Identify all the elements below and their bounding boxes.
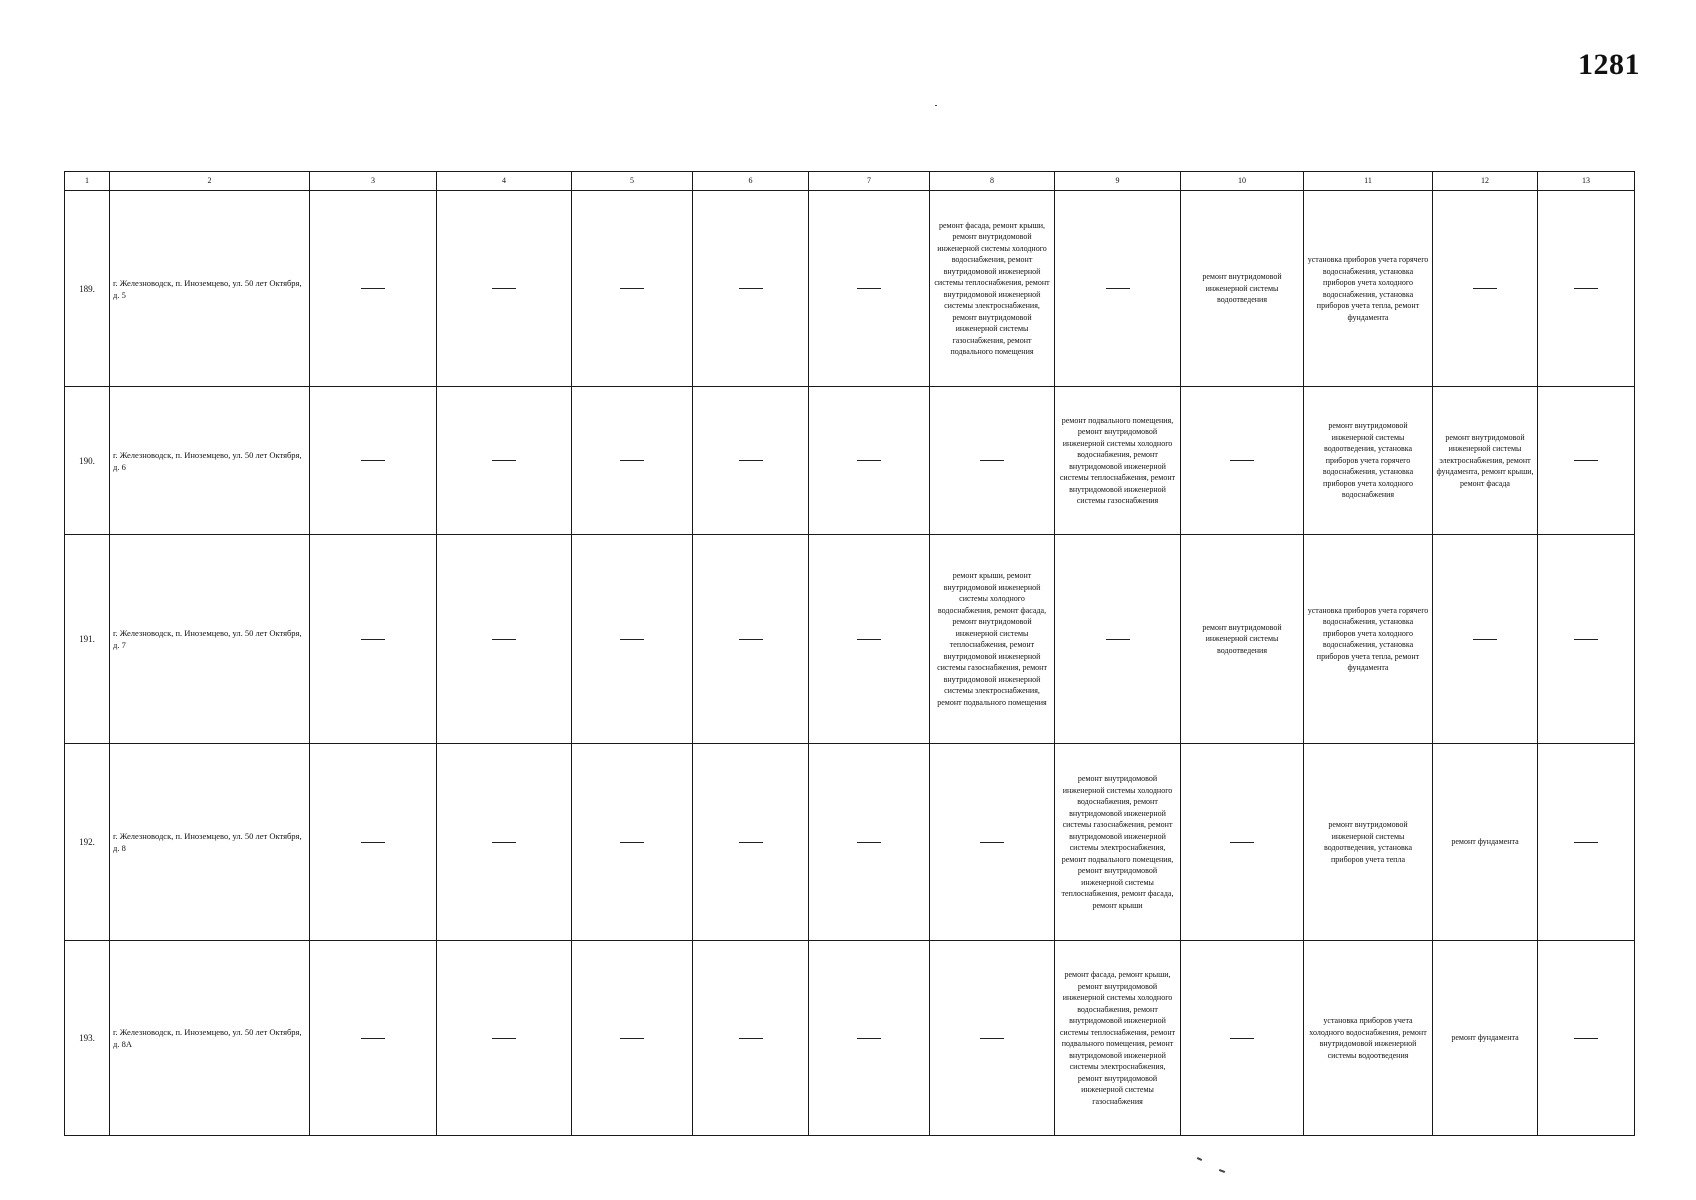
work-type-cell-c8: ремонт крыши, ремонт внутридомовой инженерной системы холодного водоснабжения, ремонт фасада, ремонт внутридомовой инженерной системы теплоснабжения, ремонт внутридомовой инженерной системы газоснабжения, ремонт внутридомовой инженерной системы электроснабжения, ремонт подвального помещения — [930, 535, 1055, 744]
empty-value-dash — [572, 535, 693, 744]
table-row — [65, 387, 1635, 535]
empty-value-dash — [809, 387, 930, 535]
dash-mark — [980, 1038, 1004, 1039]
dash-mark — [1230, 460, 1254, 461]
address-cell: г. Железноводск, п. Иноземцево, ул. 50 лет Октября, д. 7 — [110, 535, 310, 744]
dash-mark — [1230, 842, 1254, 843]
row-number: 192. — [65, 744, 110, 941]
empty-value-dash — [310, 744, 437, 941]
dash-mark — [620, 1038, 644, 1039]
empty-value-dash — [572, 191, 693, 387]
dash-mark — [1574, 288, 1598, 289]
table-row — [65, 941, 1635, 1136]
empty-value-dash — [437, 387, 572, 535]
empty-value-dash — [1433, 191, 1538, 387]
empty-value-dash — [437, 535, 572, 744]
empty-value-dash — [1433, 535, 1538, 744]
dash-mark — [739, 460, 763, 461]
empty-value-dash — [572, 744, 693, 941]
row-number: 189. — [65, 191, 110, 387]
work-type-cell-c11: ремонт внутридомовой инженерной системы водоотведения, установка приборов учета горячего водоснабжения, установка приборов учета холодного водоснабжения — [1304, 387, 1433, 535]
dash-mark — [980, 460, 1004, 461]
dash-mark — [739, 842, 763, 843]
dash-mark — [620, 460, 644, 461]
dash-mark — [492, 288, 516, 289]
empty-value-dash — [930, 941, 1055, 1136]
dash-mark — [857, 639, 881, 640]
work-type-cell-c8: ремонт фасада, ремонт крыши, ремонт внутридомовой инженерной системы холодного водоснабжения, ремонт внутридомовой инженерной системы теплоснабжения, ремонт внутридомовой инженерной системы электроснабжения, ремонт внутридомовой инженерной системы газоснабжения, ремонт подвального помещения — [930, 191, 1055, 387]
address-cell: г. Железноводск, п. Иноземцево, ул. 50 лет Октября, д. 8А — [110, 941, 310, 1136]
column-header: 4 — [437, 172, 572, 191]
table-row — [65, 191, 1635, 387]
empty-value-dash — [1538, 941, 1635, 1136]
work-type-cell-c9: ремонт внутридомовой инженерной системы холодного водоснабжения, ремонт внутридомовой инженерной системы газоснабжения, ремонт внутридомовой инженерной системы электроснабжения, ремонт подвального помещения, ремонт внутридомовой инженерной системы теплоснабжения, ремонт фасада, ремонт крыши — [1055, 744, 1181, 941]
work-type-cell-c12: ремонт фундамента — [1433, 744, 1538, 941]
dash-mark — [1574, 1038, 1598, 1039]
empty-value-dash — [1538, 535, 1635, 744]
dash-mark — [1106, 639, 1130, 640]
column-header: 6 — [693, 172, 809, 191]
page-number: 1281 — [1578, 48, 1640, 81]
dash-mark — [492, 842, 516, 843]
dash-mark — [1574, 842, 1598, 843]
dash-mark — [492, 639, 516, 640]
work-type-cell-c9: ремонт фасада, ремонт крыши, ремонт внутридомовой инженерной системы холодного водоснабжения, ремонт внутридомовой инженерной системы теплоснабжения, ремонт подвального помещения, ремонт внутридомовой инженерной системы электроснабжения, ремонт внутридомовой инженерной системы газоснабжения — [1055, 941, 1181, 1136]
empty-value-dash — [1181, 941, 1304, 1136]
dash-mark — [1574, 460, 1598, 461]
work-type-cell-c10: ремонт внутридомовой инженерной системы водоотведения — [1181, 535, 1304, 744]
empty-value-dash — [809, 744, 930, 941]
column-header: 12 — [1433, 172, 1538, 191]
work-type-cell-c11: установка приборов учета холодного водоснабжения, ремонт внутридомовой инженерной системы водоотведения — [1304, 941, 1433, 1136]
empty-value-dash — [1538, 191, 1635, 387]
repair-schedule-table — [64, 171, 1635, 1136]
empty-value-dash — [809, 535, 930, 744]
empty-value-dash — [1538, 744, 1635, 941]
dash-mark — [739, 639, 763, 640]
address-cell: г. Железноводск, п. Иноземцево, ул. 50 лет Октября, д. 8 — [110, 744, 310, 941]
dash-mark — [980, 842, 1004, 843]
dash-mark — [361, 1038, 385, 1039]
table-row — [65, 535, 1635, 744]
empty-value-dash — [1181, 744, 1304, 941]
header-row — [65, 172, 1635, 191]
empty-value-dash — [310, 535, 437, 744]
column-header: 11 — [1304, 172, 1433, 191]
empty-value-dash — [693, 744, 809, 941]
dash-mark — [361, 842, 385, 843]
empty-value-dash — [437, 941, 572, 1136]
column-header: 9 — [1055, 172, 1181, 191]
work-type-cell-c11: установка приборов учета горячего водоснабжения, установка приборов учета холодного водоснабжения, установка приборов учета тепла, ремонт фундамента — [1304, 535, 1433, 744]
empty-value-dash — [809, 191, 930, 387]
empty-value-dash — [693, 535, 809, 744]
dash-mark — [1574, 639, 1598, 640]
empty-value-dash — [572, 941, 693, 1136]
column-header: 3 — [310, 172, 437, 191]
work-type-cell-c12: ремонт фундамента — [1433, 941, 1538, 1136]
dash-mark — [739, 288, 763, 289]
empty-value-dash — [1181, 387, 1304, 535]
empty-value-dash — [930, 744, 1055, 941]
empty-value-dash — [693, 941, 809, 1136]
dash-mark — [857, 460, 881, 461]
dash-mark — [1106, 288, 1130, 289]
empty-value-dash — [693, 387, 809, 535]
dash-mark — [620, 639, 644, 640]
empty-value-dash — [310, 941, 437, 1136]
column-header: 7 — [809, 172, 930, 191]
empty-value-dash — [1055, 535, 1181, 744]
empty-value-dash — [437, 744, 572, 941]
empty-value-dash — [1538, 387, 1635, 535]
scan-speck — [1197, 1157, 1202, 1161]
work-type-cell-c11: ремонт внутридомовой инженерной системы водоотведения, установка приборов учета тепла — [1304, 744, 1433, 941]
empty-value-dash — [437, 191, 572, 387]
column-header: 5 — [572, 172, 693, 191]
dash-mark — [620, 288, 644, 289]
dash-mark — [1230, 1038, 1254, 1039]
table-body — [65, 191, 1635, 1136]
column-header: 13 — [1538, 172, 1635, 191]
dash-mark — [361, 288, 385, 289]
work-type-cell-c9: ремонт подвального помещения, ремонт внутридомовой инженерной системы холодного водоснабжения, ремонт внутридомовой инженерной системы теплоснабжения, ремонт внутридомовой инженерной системы газоснабжения — [1055, 387, 1181, 535]
column-header: 8 — [930, 172, 1055, 191]
row-number: 193. — [65, 941, 110, 1136]
empty-value-dash — [1055, 191, 1181, 387]
row-number: 190. — [65, 387, 110, 535]
scan-speck — [935, 105, 937, 106]
dash-mark — [361, 639, 385, 640]
work-type-cell-c12: ремонт внутридомовой инженерной системы электроснабжения, ремонт фундамента, ремонт крыши, ремонт фасада — [1433, 387, 1538, 535]
empty-value-dash — [693, 191, 809, 387]
empty-value-dash — [310, 387, 437, 535]
dash-mark — [739, 1038, 763, 1039]
dash-mark — [857, 288, 881, 289]
dash-mark — [492, 1038, 516, 1039]
address-cell: г. Железноводск, п. Иноземцево, ул. 50 лет Октября, д. 6 — [110, 387, 310, 535]
dash-mark — [361, 460, 385, 461]
scan-speck — [1219, 1169, 1225, 1173]
column-header: 2 — [110, 172, 310, 191]
dash-mark — [620, 842, 644, 843]
dash-mark — [1473, 288, 1497, 289]
dash-mark — [857, 1038, 881, 1039]
dash-mark — [857, 842, 881, 843]
empty-value-dash — [310, 191, 437, 387]
work-type-cell-c11: установка приборов учета горячего водоснабжения, установка приборов учета холодного водоснабжения, установка приборов учета тепла, ремонт фундамента — [1304, 191, 1433, 387]
empty-value-dash — [572, 387, 693, 535]
column-header: 1 — [65, 172, 110, 191]
address-cell: г. Железноводск, п. Иноземцево, ул. 50 лет Октября, д. 5 — [110, 191, 310, 387]
empty-value-dash — [930, 387, 1055, 535]
column-header: 10 — [1181, 172, 1304, 191]
work-type-cell-c10: ремонт внутридомовой инженерной системы водоотведения — [1181, 191, 1304, 387]
table-row — [65, 744, 1635, 941]
row-number: 191. — [65, 535, 110, 744]
dash-mark — [492, 460, 516, 461]
empty-value-dash — [809, 941, 930, 1136]
dash-mark — [1473, 639, 1497, 640]
